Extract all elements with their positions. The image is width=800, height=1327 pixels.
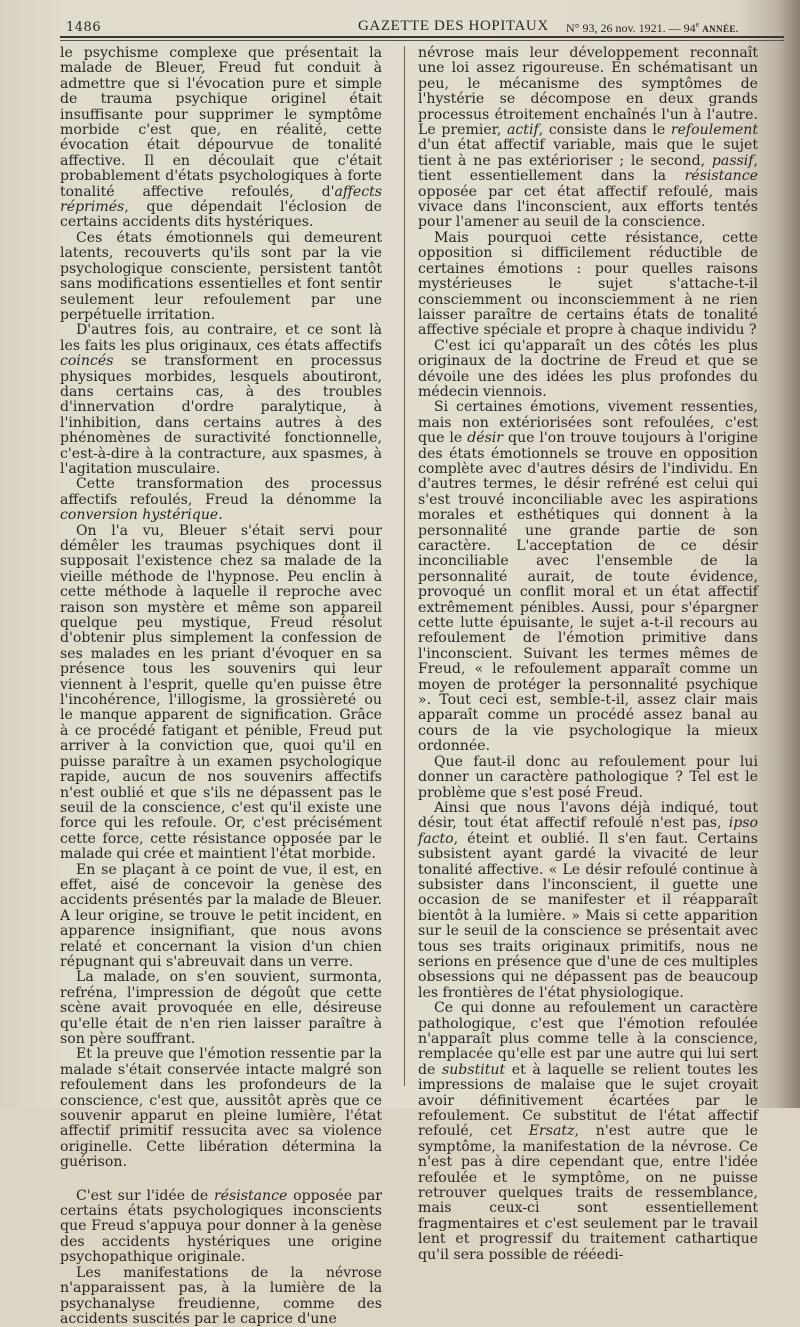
header-rule-thin [60,40,784,41]
header-rule-thick [60,36,784,38]
paragraph: En se plaçant à ce point de vue, il est, en effet, aisé de concevoir la genèse des accidents présentés par la malade de Bleuer. A leur origine, se trouve le petit incident, en apparence insignifiant, que nous avons relaté et concernant la vision d'un chien répugnant qui s'abreuvait dans un verre. [60,861,382,970]
paragraph: Les manifestations de la névrose n'apparaissent pas, à la lumière de la psychanalyse freudienne, comme des accidents suscités par le caprice d'une [60,1264,382,1327]
paragraph: Ainsi que nous l'avons déjà indiqué, tout désir, tout état affectif refoulé n'est pas, ipso facto, éteint et oublié. Il s'en faut. Certains subsistent ayant gardé la vivacité de leur tonalité affective. « Le désir refoulé continue à subsister dans l'inconscient, il guette une occasion de se manifester et il réapparaît bientôt à la lumière. » Mais si cette apparition sur le seuil de la conscience se présentait avec tous ses traits originaux primitifs, nous ne serions en présence que d'une de ces multiples obsessions qui ne dépassent pas de beaucoup les frontières de l'état physiologique. [418,799,758,1001]
paragraph: C'est ici qu'apparaît un des côtés les plus originaux de la doctrine de Freud et que se dévoile une des idées les plus profondes du médecin viennois. [418,337,758,400]
paragraph: Cette transformation des processus affectifs refoulés, Freud la dénomme la conversion hystérique. [60,476,382,524]
paragraph: D'autres fois, au contraire, et ce sont là les faits les plus originaux, ces états affectifs coincés se transforment en processus physiques morbides, lesquels aboutiront, dans certains cas, à des troubles d'innervation d'ordre paralytique, à l'inhibition, dans certains autres à des phénomènes de suractivité fonctionnelle, c'est-à-dire à la contracture, aux spasmes, à l'agitation musculaire. [60,322,382,477]
issue-date: N° 93, 26 nov. 1921. — 94 [566,21,696,35]
paragraph: Si certaines émotions, vivement ressenties, mais non extériorisées sont refoulées, c'est que le désir que l'on trouve toujours à l'origine des états émotionnels se trouve en opposition complète avec d'autres désirs de l'individu. En d'autres termes, le désir refréné est celui qui s'est trouvé inconciliable avec les aspirations morales et esthétiques qui donnent à la personnalité une grande partie de son caractère. L'acceptation de ce désir inconciliable avec l'ensemble de la personnalité aurait, de toute évidence, provoqué un conflit moral et un état affectif extrêmement pénibles. Aussi, pour s'épargner cette lutte épuisante, le sujet a-t-il recours au refoulement de l'émotion primitive dans l'inconscient. Suivant les termes mêmes de Freud, « le refoulement apparaît comme un moyen de protéger la personnalité psychique ». Tout ceci est, semble-t-il, assez clair mais apparaît comme un procédé assez banal au cours de la vie psychologique la mieux ordonnée. [418,399,759,755]
paragraph: C'est sur l'idée de résistance opposée par certains états psychologiques inconscients que Freud s'appuya pour donner à la genèse des accidents hystériques une origine psychopathique originale. [60,1187,382,1266]
paragraph: Ces états émotionnels qui demeurent latents, recouverts qu'ils sont par la vie psychologique consciente, persistent tantôt sans modifications essentielles et font sentir seulement leur refoulement par une perpétuelle irritation. [60,229,382,323]
column-divider [404,46,405,1086]
paragraph: Ce qui donne au refoulement un caractère pathologique, c'est que l'émotion refoulée n'apparaît plus comme telle à la conscience, remplacée qu'elle est par une autre qui lui sert de substitut et à laquelle se relient toutes les impressions de malaise que le sujet croyait avoir définitivement écartées par le refoulement. Ce substitut de l'état affectif refoulé, cet Ersatz, n'est autre que le symptôme, la manifestation de la névrose. Ce n'est pas à dire cependant que, entre l'idée refoulée et le symptôme, on ne puisse retrouver quelques traits de ressemblance, mais ceux-ci sont essentiellement fragmentaires et c'est seulement par le travail lent et progressif du traitement cathartique qu'il sera possible de rééedi- [418,1000,758,1263]
right-column [418,46,758,1263]
paragraph: On l'a vu, Bleuer s'était servi pour démêler les traumas psychiques dont il supposait l'existence chez sa malade de la vieille méthode de l'hypnose. Peu enclin à cette méthode à laquelle il reproche avec raison son mystère et même son appareil quelque peu mystique, Freud résolut d'obtenir plus simplement la confession de ses malades en les priant d'évoquer en sa présence tous les souvenirs qui leur viennent à l'esprit, quelle qu'en puisse être l'incohérence, l'illogisme, la grossièreté ou le manque apparent de signification. Grâce à ce procédé fatigant et pénible, Freud put arriver à la conviction que, quoi qu'il en puisse paraître à un examen psychologique rapide, aucun de nos souvenirs affectifs n'est oublié et que s'ils ne dépassent pas le seuil de la conscience, c'est qu'il existe une force qui les refoule. Or, c'est précisément cette force, cette résistance opposée par le malade qui crée et maintient l'état morbide. [60,522,382,863]
page-number: 1486 [66,20,102,35]
paragraph: le psychisme complexe que présentait la malade de Bleuer, Freud fut conduit à admettre que si l'évocation pure et simple de trauma psychique originel était insuffisante pour supprimer le symptôme morbide c'est que, en réalité, cette évocation était dépourvue de tonalité affective. Il en découlait que c'était probablement d'états psychologiques à forte tonalité affective refoulés, d'affects réprimés, que dépendait l'éclosion de certains accidents dits hystériques. [60,45,382,231]
paragraph: Et la preuve que l'émotion ressentie par la malade s'était conservée intacte malgré son refoulement dans les profondeurs de la conscience, c'est que, aussitôt après que ce souvenir apparut en pleine lumière, l'état affectif primitif ressucita avec sa violence originelle. Cette libération détermina la guérison. [60,1046,382,1171]
paragraph: névrose mais leur développement reconnaît une loi assez rigoureuse. En schématisant un peu, le mécanisme des symptômes de l'hystérie se décompose en deux grands processus étroitement enchaînés l'un à l'autre. Le premier, actif, consiste dans le refoulement d'un état affectif variable, mais que le sujet tient à ne pas extérioriser ; le second, passif, tient essentiellement dans la résistance opposée par cet état affectif refoulé, mais vivace dans l'inconscient, aux efforts tentés pour l'amener au seuil de la conscience. [418,45,759,231]
journal-title: GAZETTE DES HOPITAUX [358,18,549,34]
paragraph: Que faut-il donc au refoulement pour lui donner un caractère pathologique ? Tel est le problème que s'est posé Freud. [418,753,758,801]
paragraph: La malade, on s'en souvient, surmonta, refréna, l'impression de dégoût que cette scène avait provoquée en elle, désireuse qu'elle était de n'en rien laisser paraître à son père souffrant. [60,969,382,1047]
page-header [36,12,784,38]
issue-ordinal: e [695,20,700,29]
issue-line [566,20,738,36]
page-edge-shadow [778,0,800,1108]
left-column [60,46,382,1327]
paragraph: Mais pourquoi cette résistance, cette opposition si difficilement réductible de certaines émotions : pour quelles raisons mystérieuses le sujet s'attache-t-il consciemment ou inconsciemment à ne rien laisser paraître de certains états de tonalité affective spéciale et propre à chaque individu ? [418,229,758,339]
issue-year-label: ANNÉE. [702,24,739,34]
